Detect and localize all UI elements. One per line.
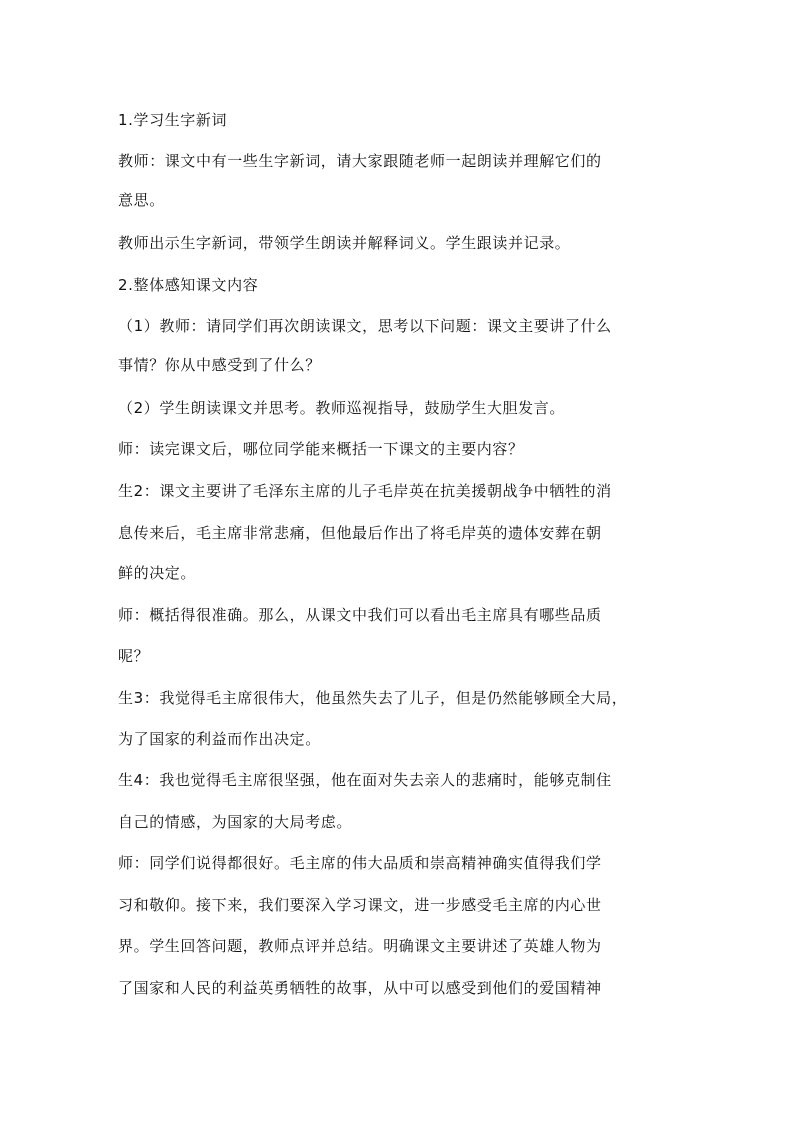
paragraph-line: 生3：我觉得毛主席很伟大，他虽然失去了儿子，但是仍然能够顾全大局， <box>118 689 628 707</box>
paragraph-line: 了国家和人民的利益英勇牺牲的故事，从中可以感受到他们的爱国精神 <box>118 979 602 997</box>
paragraph-line: 生2：课文主要讲了毛泽东主席的儿子毛岸英在抗美援朝战争中牺牲的消 <box>118 482 612 500</box>
heading-learn-new-words: 1.学习生字新词 <box>118 111 228 129</box>
paragraph-line: 为了国家的利益而作出决定。 <box>118 730 321 748</box>
paragraph-line: （1）教师：请同学们再次朗读课文，思考以下问题：课文主要讲了什么 <box>118 317 612 335</box>
paragraph-line: 生4：我也觉得毛主席很坚强，他在面对失去亲人的悲痛时，能够克制住 <box>118 771 612 789</box>
heading-overall-perception: 2.整体感知课文内容 <box>118 276 259 294</box>
paragraph-line: 意思。 <box>118 191 165 209</box>
paragraph-line: 师：同学们说得都很好。毛主席的伟大品质和崇高精神确实值得我们学 <box>118 854 602 872</box>
paragraph-line: 事情？你从中感受到了什么？ <box>118 356 321 374</box>
paragraph-line: 教师出示生字新词，带领学生朗读并解释词义。学生跟读并记录。 <box>118 234 571 252</box>
paragraph-line: 鲜的决定。 <box>118 564 197 582</box>
paragraph-line: 教师：课文中有一些生字新词，请大家跟随老师一起朗读并理解它们的 <box>118 152 602 170</box>
paragraph-line: 师：概括得很准确。那么，从课文中我们可以看出毛主席具有哪些品质 <box>118 606 602 624</box>
paragraph-line: 习和敬仰。接下来，我们要深入学习课文，进一步感受毛主席的内心世 <box>118 896 602 914</box>
paragraph-line: 界。学生回答问题，教师点评并总结。明确课文主要讲述了英雄人物为 <box>118 937 602 955</box>
paragraph-line: （2）学生朗读课文并思考。教师巡视指导，鼓励学生大胆发言。 <box>118 399 565 417</box>
paragraph-line: 呢？ <box>118 647 150 665</box>
paragraph-line: 师：读完课文后，哪位同学能来概括一下课文的主要内容？ <box>118 440 524 458</box>
paragraph-line: 息传来后，毛主席非常悲痛，但他最后作出了将毛岸英的遗体安葬在朝 <box>118 524 602 542</box>
paragraph-line: 自己的情感，为国家的大局考虑。 <box>118 813 353 831</box>
